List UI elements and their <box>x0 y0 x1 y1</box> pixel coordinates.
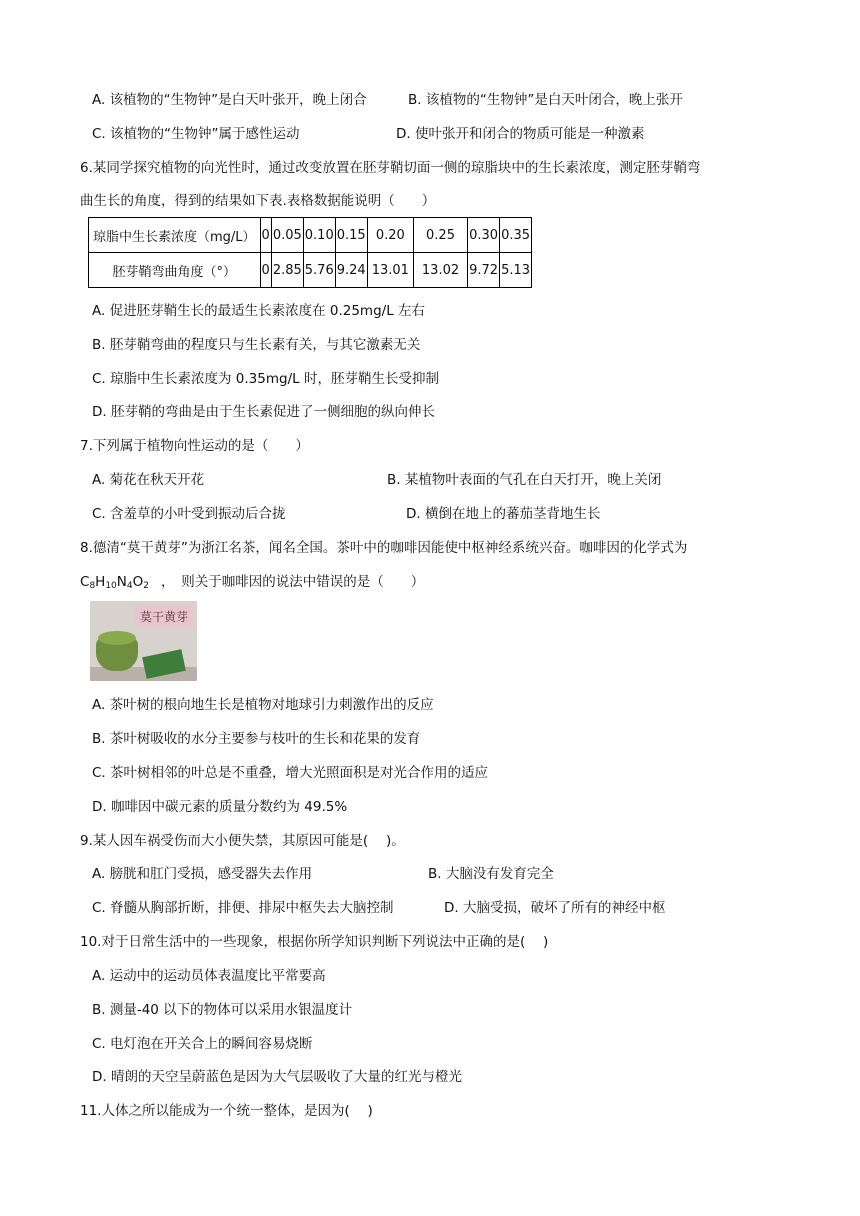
table-cell: 0.15 <box>335 218 367 253</box>
table-cell: 0 <box>260 253 271 288</box>
q10-option-b: B. 测量-40 以下的物体可以采用水银温度计 <box>92 1002 353 1018</box>
table-cell: 0.35 <box>500 218 532 253</box>
table-cell: 5.76 <box>303 253 335 288</box>
table-cell: 13.01 <box>367 253 413 288</box>
table-row-concentration <box>89 218 532 253</box>
table-cell: 0.30 <box>468 218 500 253</box>
q5-option-a: A. 该植物的“生物钟”是白天叶张开，晚上闭合 <box>92 92 367 108</box>
q8-stem-line1: 8.德清“莫干黄芽”为浙江名茶，闻名全国。茶叶中的咖啡因能使中枢神经系统兴奋。咖啡因的化学式为 <box>80 540 688 556</box>
table-row-angle <box>89 253 532 288</box>
table-cell: 9.72 <box>468 253 500 288</box>
q7-option-d: D. 横倒在地上的蕃茄茎背地生长 <box>406 506 601 522</box>
table-cell: 9.24 <box>335 253 367 288</box>
formula-caffeine: $C_8H_{10}N_4O_2$ <box>80 574 149 591</box>
q10-stem: 10.对于日常生活中的一些现象，根据你所学知识判断下列说法中正确的是( ) <box>80 934 549 950</box>
table-cell: 0.05 <box>271 218 303 253</box>
table-cell: 0.25 <box>413 218 467 253</box>
tea-photo <box>90 601 197 681</box>
table-cell: 5.13 <box>500 253 532 288</box>
q5-option-d: D. 使叶张开和闭合的物质可能是一种激素 <box>396 126 645 142</box>
q6-option-c: C. 琼脂中生长素浓度为 0.35mg/L 时，胚芽鞘生长受抑制 <box>92 371 439 387</box>
q8-option-b: B. 茶叶树吸收的水分主要参与枝叶的生长和花果的发育 <box>92 731 421 747</box>
q10-option-d: D. 晴朗的天空呈蔚蓝色是因为大气层吸收了大量的红光与橙光 <box>92 1069 462 1085</box>
q9-stem: 9.某人因车祸受伤而大小便失禁，其原因可能是( )。 <box>80 833 405 849</box>
q6-option-b: B. 胚芽鞘弯曲的程度只与生长素有关，与其它激素无关 <box>92 337 421 353</box>
q5-option-b: B. 该植物的“生物钟”是白天叶闭合，晚上张开 <box>408 92 683 108</box>
q9-option-c: C. 脊髓从胸部折断，排便、排尿中枢失去大脑控制 <box>92 900 394 916</box>
q8-option-a: A. 茶叶树的根向地生长是植物对地球引力刺激作出的反应 <box>92 697 434 713</box>
q9-option-a: A. 膀胱和肛门受损，感受器失去作用 <box>92 866 313 882</box>
q9-option-b: B. 大脑没有发育完全 <box>428 866 554 882</box>
photo-label: 莫干黄芽 <box>135 605 193 627</box>
table-header-concentration: 琼脂中生长素浓度（mg/L） <box>89 218 261 253</box>
q6-stem-line1: 6.某同学探究植物的向光性时，通过改变放置在胚芽鞘切面一侧的琼脂块中的生长素浓度，测定胚芽鞘弯 <box>80 160 701 176</box>
table-cell: 0.20 <box>367 218 413 253</box>
photo-tea-leaves <box>98 631 136 645</box>
table-cell: 0.10 <box>303 218 335 253</box>
q7-option-a: A. 菊花在秋天开花 <box>92 472 205 488</box>
q5-option-c: C. 该植物的“生物钟”属于感性运动 <box>92 126 300 142</box>
q7-option-b: B. 某植物叶表面的气孔在白天打开，晚上关闭 <box>387 472 662 488</box>
q7-stem: 7.下列属于植物向性运动的是（ ） <box>80 438 309 454</box>
q7-option-c: C. 含羞草的小叶受到振动后合拢 <box>92 506 286 522</box>
q9-option-d: D. 大脑受损，破坏了所有的神经中枢 <box>444 900 666 916</box>
q8-stem-line2 <box>80 573 424 595</box>
q8-stem-tail: ， 则关于咖啡因的说法中错误的是（ ） <box>161 574 425 590</box>
q6-data-table <box>88 217 532 288</box>
q11-stem: 11.人体之所以能成为一个统一整体，是因为( ) <box>80 1103 373 1119</box>
q6-stem-line2: 曲生长的角度，得到的结果如下表.表格数据能说明（ ） <box>80 193 436 209</box>
q10-option-c: C. 电灯泡在开关合上的瞬间容易烧断 <box>92 1036 313 1052</box>
table-cell: 13.02 <box>413 253 467 288</box>
table-cell: 0 <box>260 218 271 253</box>
table-header-angle: 胚芽鞘弯曲角度（°） <box>89 253 261 288</box>
q6-option-a: A. 促进胚芽鞘生长的最适生长素浓度在 0.25mg/L 左右 <box>92 303 426 319</box>
table-cell: 2.85 <box>271 253 303 288</box>
q8-option-d: D. 咖啡因中碳元素的质量分数约为 49.5% <box>92 799 348 815</box>
q8-option-c: C. 茶叶树相邻的叶总是不重叠，增大光照面积是对光合作用的适应 <box>92 765 489 781</box>
q6-option-d: D. 胚芽鞘的弯曲是由于生长素促进了一侧细胞的纵向伸长 <box>92 404 435 420</box>
q10-option-a: A. 运动中的运动员体表温度比平常要高 <box>92 968 326 984</box>
